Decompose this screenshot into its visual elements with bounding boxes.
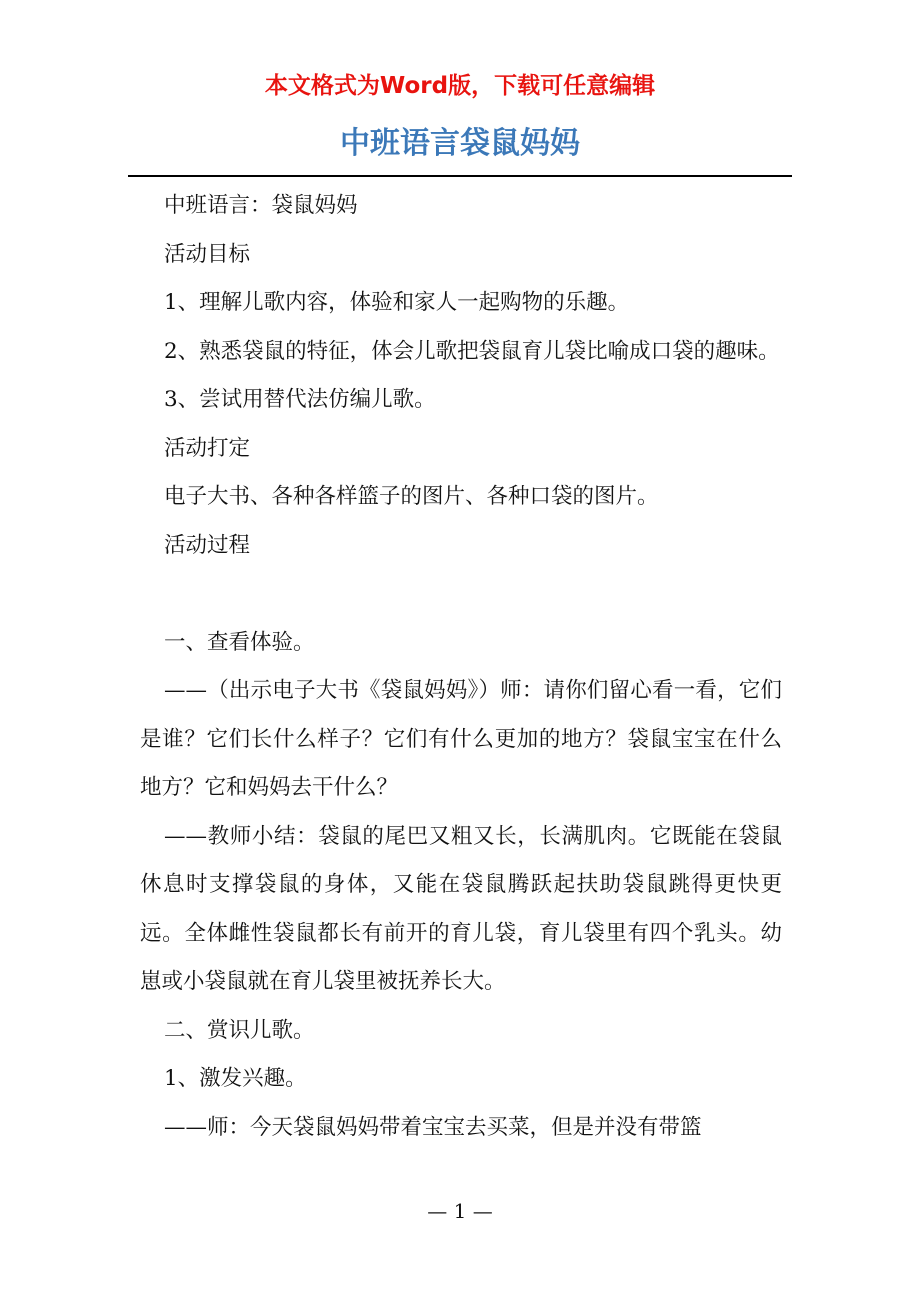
heading-activity-preparation: 活动打定 bbox=[164, 435, 251, 461]
document-title: 中班语言袋鼠妈妈 bbox=[340, 126, 580, 161]
goal-item-3: 3、尝试用替代法仿编儿歌。 bbox=[164, 387, 436, 412]
paragraph-teacher-intro: ——师：今天袋鼠妈妈带着宝宝去买菜，但是并没有带篮 bbox=[164, 1114, 702, 1140]
paragraph-teacher-summary: ——教师小结：袋鼠的尾巴又粗又长，长满肌肉。它既能在袋鼠休息时支撑袋鼠的身体，又能在袋鼠腾跃起扶助袋鼠跳得更快更远。全体雌性袋鼠都长有前开的育儿袋，育儿袋里有四个乳头。幼崽或小袋鼠就在育儿袋里被抚养长大。 bbox=[140, 823, 782, 994]
page-number: — 1 — bbox=[427, 1199, 493, 1223]
heading-activity-process: 活动过程 bbox=[164, 532, 251, 558]
subsection-1-heading: 1、激发兴趣。 bbox=[164, 1066, 307, 1091]
paragraph-subject: 中班语言：袋鼠妈妈 bbox=[164, 193, 358, 218]
goal-item-1: 1、理解儿歌内容，体验和家人一起购物的乐趣。 bbox=[164, 290, 630, 315]
preparation-materials: 电子大书、各种各样篮子的图片、各种口袋的图片。 bbox=[164, 484, 659, 509]
goal-item-2: 2、熟悉袋鼠的特征，体会儿歌把袋鼠育儿袋比喻成口袋的趣味。 bbox=[164, 338, 780, 364]
section-one-heading: 一、查看体验。 bbox=[164, 629, 315, 655]
title-divider bbox=[128, 175, 792, 177]
blank-line bbox=[140, 570, 782, 619]
heading-activity-goals: 活动目标 bbox=[164, 241, 251, 267]
format-notice: 本文格式为Word版，下载可任意编辑 bbox=[264, 73, 656, 99]
section-two-heading: 二、赏识儿歌。 bbox=[164, 1017, 315, 1043]
document-body bbox=[140, 182, 782, 1152]
paragraph-show-ebook: ——（出示电子大书《袋鼠妈妈》）师：请你们留心看一看，它们是谁？它们长什么样子？它们有什么更加的地方？袋鼠宝宝在什么地方？它和妈妈去干什么？ bbox=[140, 678, 782, 800]
